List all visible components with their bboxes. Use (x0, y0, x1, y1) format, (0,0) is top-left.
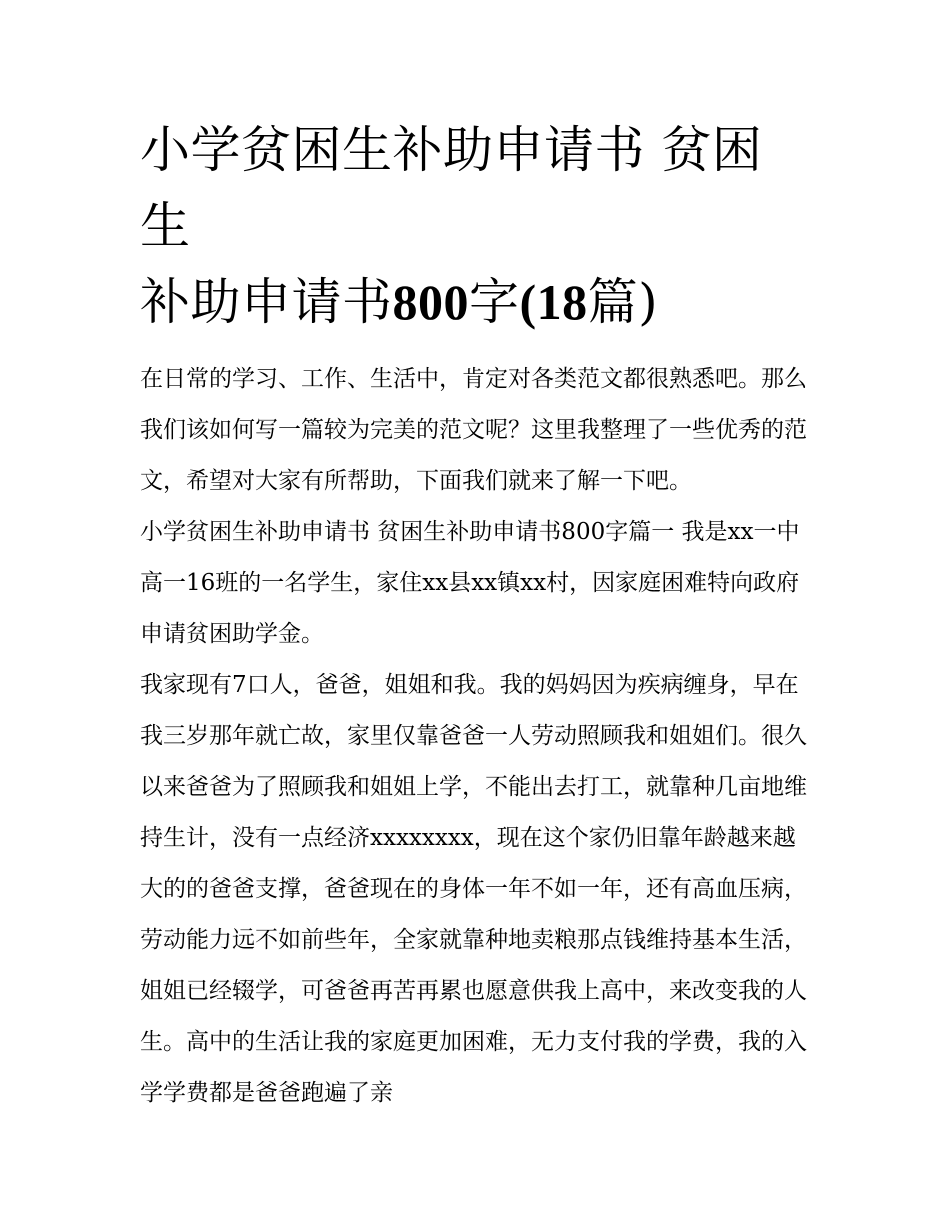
paragraph-family-situation: 我家现有7口人，爸爸，姐姐和我。我的妈妈因为疾病缠身，早在我三岁那年就亡故，家里仅靠爸爸一人劳动照顾我和姐姐们。很久以来爸爸为了照顾我和姐姐上学，不能出去打工，就靠种几亩地维持生计，没有一点经济xxxxxxxx，现在这个家仍旧靠年龄越来越大的的爸爸支撑，爸爸现在的身体一年不如一年，还有高血压病，劳动能力远不如前些年，全家就靠种地卖粮那点钱维持基本生活，姐姐已经辍学，可爸爸再苦再累也愿意供我上高中，来改变我的人生。高中的生活让我的家庭更加困难，无力支付我的学费，我的入学学费都是爸爸跑遍了亲 (140, 672, 807, 1106)
title-line-2-number: 800 (392, 274, 469, 330)
paragraph-intro: 在日常的学习、工作、生活中，肯定对各类范文都很熟悉吧。那么我们该如何写一篇较为完美的范文呢？这里我整理了一些优秀的范文，希望对大家有所帮助，下面我们就来了解一下吧。 (140, 366, 807, 494)
document-body (140, 112, 812, 1119)
title-line-2-count: (18 (519, 274, 588, 330)
title-line-1: 小学贫困生补助申请书 贫困生 (140, 121, 763, 255)
title-line-2-mid: 字 (469, 273, 520, 331)
title-line-2-end: 篇) (587, 273, 659, 331)
paragraph-application-opening: 小学贫困生补助申请书 贫困生补助申请书800字篇一 我是xx一中高一16班的一名学生，家住xx县xx镇xx村，因家庭困难特向政府申请贫困助学金。 (140, 519, 800, 647)
title-line-2-prefix: 补助申请书 (140, 273, 393, 331)
document-title (140, 112, 812, 340)
